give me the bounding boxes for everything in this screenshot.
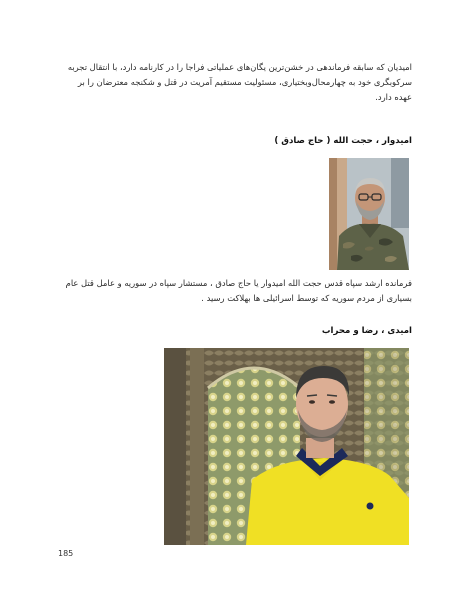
omidvar-description-paragraph: فرمانده ارشد سپاه قدس حجت الله امیدوار یا حاج صادق ، مستشار سپاه در سوریه و عامل قتل عام بسیاری از مردم سوریه که توسط اسرائیلی ها بهلاکت رسید . bbox=[65, 278, 412, 304]
page-number: 185 bbox=[58, 549, 74, 558]
intro-paragraph: امیدیان که سابقه فرماندهی در خشن‌ترین یگان‌های عملیاتی فراجا را در کارنامه دارد، با انتقال تجربه سرکوبگری خود به چهارمحال‌وبختیاری، مسئولیت مستقیم آمریت در قتل و شکنجه معترضان را بر عهده دارد. bbox=[67, 62, 412, 103]
section-heading-omidi: امیدی ، رضا و محراب bbox=[321, 326, 412, 336]
portrait-photo-omidvar bbox=[329, 158, 409, 270]
portrait-photo-omidi bbox=[164, 348, 409, 545]
section-heading-omidvar: امیدوار ، حجت الله ( حاج صادق ) bbox=[274, 136, 412, 146]
